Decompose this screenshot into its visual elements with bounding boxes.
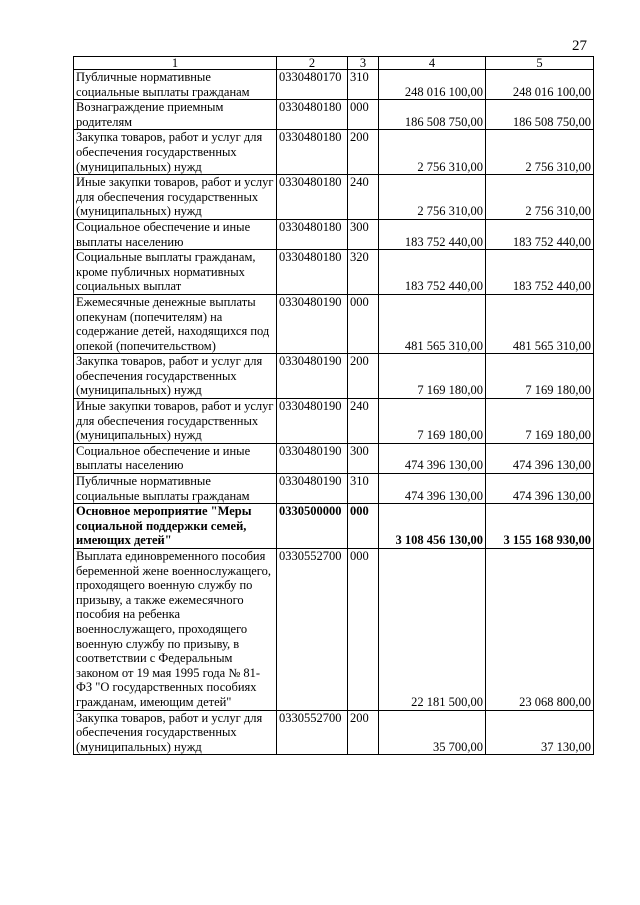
header-col-2: 2 <box>277 57 348 70</box>
row-target-code: 0330480190 <box>277 294 348 353</box>
row-target-code: 0330552700 <box>277 710 348 755</box>
row-expense-type: 200 <box>348 710 379 755</box>
row-target-code: 0330480180 <box>277 175 348 220</box>
row-name: Закупка товаров, работ и услуг для обеспечения государственных (муниципальных) нужд <box>74 354 277 399</box>
row-name: Социальное обеспечение и иные выплаты населению <box>74 219 277 249</box>
row-amount-year2: 248 016 100,00 <box>486 70 594 100</box>
row-expense-type: 000 <box>348 504 379 549</box>
row-amount-year1: 22 181 500,00 <box>379 549 486 711</box>
row-target-code: 0330480180 <box>277 100 348 130</box>
row-amount-year1: 7 169 180,00 <box>379 399 486 444</box>
table-row <box>74 710 594 755</box>
row-target-code: 0330480180 <box>277 130 348 175</box>
row-name: Закупка товаров, работ и услуг для обеспечения государственных (муниципальных) нужд <box>74 130 277 175</box>
row-expense-type: 000 <box>348 549 379 711</box>
row-name: Иные закупки товаров, работ и услуг для обеспечения государственных (муниципальных) нужд <box>74 399 277 444</box>
row-target-code: 0330500000 <box>277 504 348 549</box>
row-amount-year1: 481 565 310,00 <box>379 294 486 353</box>
table-header-row <box>74 57 594 70</box>
row-target-code: 0330480190 <box>277 474 348 504</box>
row-expense-type: 320 <box>348 250 379 295</box>
row-amount-year1: 474 396 130,00 <box>379 474 486 504</box>
row-name: Социальные выплаты гражданам, кроме публичных нормативных социальных выплат <box>74 250 277 295</box>
table-row <box>74 294 594 353</box>
row-name: Социальное обеспечение и иные выплаты населению <box>74 443 277 473</box>
row-expense-type: 000 <box>348 294 379 353</box>
row-amount-year1: 183 752 440,00 <box>379 250 486 295</box>
row-amount-year2: 474 396 130,00 <box>486 474 594 504</box>
row-amount-year2: 7 169 180,00 <box>486 399 594 444</box>
row-amount-year2: 183 752 440,00 <box>486 219 594 249</box>
row-target-code: 0330552700 <box>277 549 348 711</box>
row-expense-type: 310 <box>348 70 379 100</box>
row-amount-year2: 474 396 130,00 <box>486 443 594 473</box>
row-target-code: 0330480180 <box>277 250 348 295</box>
row-expense-type: 310 <box>348 474 379 504</box>
row-amount-year1: 2 756 310,00 <box>379 175 486 220</box>
row-name: Основное мероприятие "Меры социальной поддержки семей, имеющих детей" <box>74 504 277 549</box>
table-row <box>74 549 594 711</box>
budget-table <box>73 56 594 755</box>
row-expense-type: 200 <box>348 354 379 399</box>
row-expense-type: 240 <box>348 175 379 220</box>
row-amount-year2: 7 169 180,00 <box>486 354 594 399</box>
row-expense-type: 000 <box>348 100 379 130</box>
header-col-5: 5 <box>486 57 594 70</box>
table-row <box>74 399 594 444</box>
row-target-code: 0330480180 <box>277 219 348 249</box>
header-col-4: 4 <box>379 57 486 70</box>
row-target-code: 0330480170 <box>277 70 348 100</box>
row-name: Выплата единовременного пособия беременной жене военнослужащего, проходящего военную службу по призыву, а также ежемесячного пособия на ребенка военнослужащего, проходящего военную службу по призыву, в соответствии с Федеральным законом от 19 мая 1995 года № 81-ФЗ "О государственных пособиях гражданам, имеющим детей" <box>74 549 277 711</box>
row-amount-year1: 183 752 440,00 <box>379 219 486 249</box>
row-amount-year1: 7 169 180,00 <box>379 354 486 399</box>
row-expense-type: 200 <box>348 130 379 175</box>
table-row <box>74 130 594 175</box>
row-name: Закупка товаров, работ и услуг для обеспечения государственных (муниципальных) нужд <box>74 710 277 755</box>
row-target-code: 0330480190 <box>277 443 348 473</box>
row-amount-year2: 3 155 168 930,00 <box>486 504 594 549</box>
row-target-code: 0330480190 <box>277 354 348 399</box>
table-row <box>74 474 594 504</box>
row-amount-year1: 2 756 310,00 <box>379 130 486 175</box>
row-amount-year2: 37 130,00 <box>486 710 594 755</box>
row-amount-year2: 186 508 750,00 <box>486 100 594 130</box>
row-amount-year2: 23 068 800,00 <box>486 549 594 711</box>
row-expense-type: 240 <box>348 399 379 444</box>
row-name: Публичные нормативные социальные выплаты гражданам <box>74 70 277 100</box>
row-name: Публичные нормативные социальные выплаты гражданам <box>74 474 277 504</box>
table-row <box>74 354 594 399</box>
row-amount-year2: 481 565 310,00 <box>486 294 594 353</box>
row-amount-year2: 183 752 440,00 <box>486 250 594 295</box>
page-number: 27 <box>572 38 587 54</box>
row-expense-type: 300 <box>348 443 379 473</box>
table-row <box>74 443 594 473</box>
header-col-1: 1 <box>74 57 277 70</box>
row-target-code: 0330480190 <box>277 399 348 444</box>
row-amount-year2: 2 756 310,00 <box>486 175 594 220</box>
row-amount-year1: 474 396 130,00 <box>379 443 486 473</box>
row-name: Ежемесячные денежные выплаты опекунам (попечителям) на содержание детей, находящихся под опекой (попечительством) <box>74 294 277 353</box>
row-expense-type: 300 <box>348 219 379 249</box>
table-row <box>74 219 594 249</box>
row-amount-year2: 2 756 310,00 <box>486 130 594 175</box>
row-name: Иные закупки товаров, работ и услуг для обеспечения государственных (муниципальных) нужд <box>74 175 277 220</box>
header-col-3: 3 <box>348 57 379 70</box>
row-amount-year1: 3 108 456 130,00 <box>379 504 486 549</box>
table-row <box>74 250 594 295</box>
table-row <box>74 70 594 100</box>
table-row <box>74 100 594 130</box>
table-row <box>74 504 594 549</box>
row-amount-year1: 186 508 750,00 <box>379 100 486 130</box>
row-amount-year1: 35 700,00 <box>379 710 486 755</box>
table-row <box>74 175 594 220</box>
row-amount-year1: 248 016 100,00 <box>379 70 486 100</box>
row-name: Вознаграждение приемным родителям <box>74 100 277 130</box>
